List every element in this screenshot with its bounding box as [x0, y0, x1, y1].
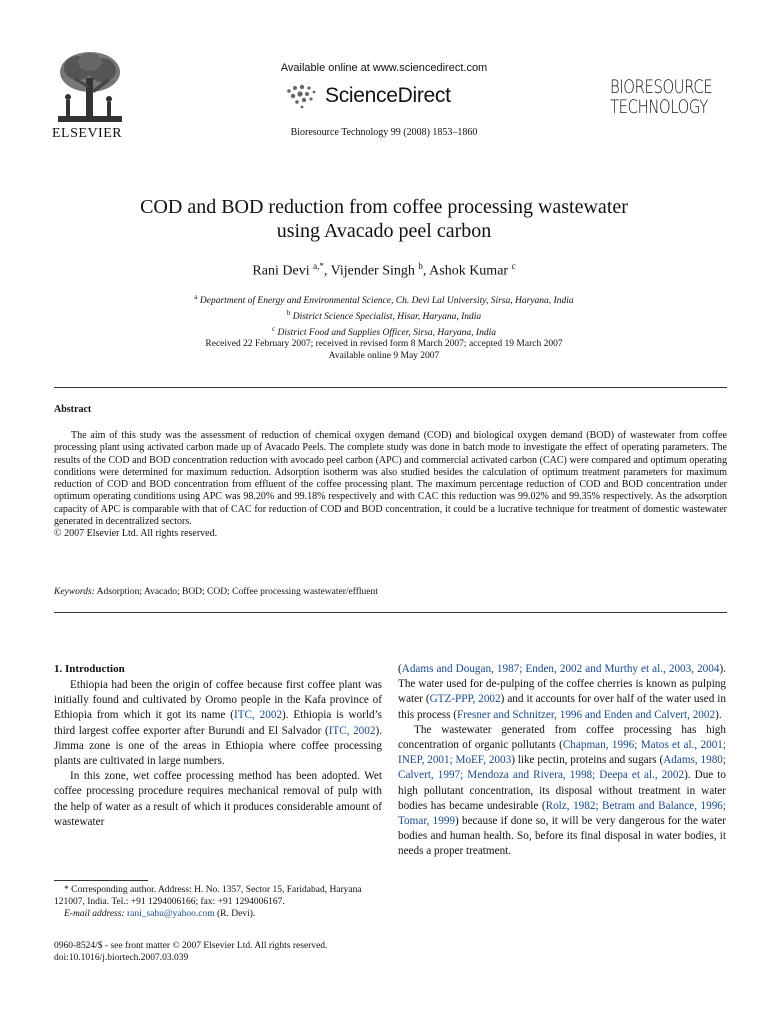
- email-suffix: (R. Devi).: [217, 909, 256, 919]
- publisher-name: ELSEVIER: [52, 126, 123, 141]
- email-label: E-mail address:: [64, 909, 125, 919]
- author-sup: b: [418, 261, 423, 271]
- author-name[interactable]: Ashok Kumar: [429, 263, 509, 279]
- citation-link[interactable]: Rolz, 1982; Betram and Balance, 1996; Tomar, 1999: [398, 799, 726, 828]
- body-text: ) like pectin, proteins and sugars (: [511, 754, 664, 767]
- keywords: [54, 587, 378, 597]
- section-heading: 1. Introduction: [54, 663, 125, 675]
- citation-link[interactable]: Adams, 1980; Calvert, 1997; Mendoza and Rivera, 1998; Deepa et al., 2002: [398, 754, 726, 782]
- email-link[interactable]: rani_sahu@yahoo.com: [126, 909, 215, 919]
- citation-link[interactable]: GTZ-PPP, 2002: [429, 693, 501, 706]
- title-line-1: COD and BOD reduction from coffee processing wastewater: [140, 196, 628, 218]
- divider: [54, 612, 727, 613]
- abstract-body: [54, 430, 727, 541]
- author-sup: c: [511, 261, 516, 271]
- doi-line: doi:10.1016/j.biortech.2007.03.039: [54, 953, 189, 963]
- journal-citation: Bioresource Technology 99 (2008) 1853–1860: [290, 127, 478, 138]
- affiliation: $^a$ Department of Energy and Environmental Science, Ch. Devi Lal University, Sirsa, Haryana, India: [194, 293, 574, 307]
- footnote-divider: [54, 880, 148, 881]
- author-separator: ,: [323, 263, 331, 279]
- citation-link[interactable]: Adams and Dougan, 1987; Enden, 2002 and Murthy et al., 2003, 2004: [401, 663, 720, 675]
- keywords-text: Adsorption; Avacado; BOD; COD; Coffee processing wastewater/effluent: [96, 587, 378, 597]
- article-dates: [0, 338, 768, 362]
- footnote: [54, 884, 382, 920]
- body-text: Ethiopia had been the origin of coffee because first coffee plant was initially found and cultivated by Oromo people in the Kafa province of Ethiopia from which it got its name (: [54, 679, 382, 722]
- body-text: ) and it accounts for over half of the water used in this process (: [398, 693, 727, 721]
- citation-link[interactable]: Chapman, 1996; Matos et al., 2001; INEP, 2001; MoEF, 2003: [398, 739, 726, 767]
- body-text: (: [398, 663, 402, 675]
- journal-logo-line2: TECHNOLOGY: [610, 96, 708, 118]
- received-dates: Received 22 February 2007; received in revised form 8 March 2007; accepted 19 March 2007: [205, 339, 563, 349]
- issn-line: 0960-8524/$ - see front matter © 2007 Elsevier Ltd. All rights reserved.: [54, 941, 328, 951]
- affiliation: $^b$ District Science Specialist, Hisar, Haryana, India: [286, 309, 482, 323]
- author-list: [0, 261, 768, 280]
- abstract-heading: Abstract: [54, 404, 92, 415]
- citation-link[interactable]: Fresner and Schnitzer, 1996 and Enden and Calvert, 2002: [457, 708, 716, 721]
- body-text: The wastewater generated from coffee processing has high concentration of organic pollutants (: [398, 723, 726, 752]
- body-text: ). Ethiopia is world’s third largest coffee exporter after Burundi and El Salvador (: [54, 709, 383, 737]
- sciencedirect-wordmark[interactable]: ScienceDirect: [325, 84, 451, 107]
- divider: [54, 387, 727, 388]
- citation-link[interactable]: ITC, 2002: [233, 709, 283, 722]
- author-name[interactable]: Vijender Singh: [330, 263, 415, 279]
- citation-link[interactable]: ITC, 2002: [328, 724, 376, 737]
- body-text: ).: [715, 708, 722, 721]
- body-text: ). Jimma zone is one of the areas in Ethiopia where coffee processing plants are cultivated in large numbers.: [54, 724, 382, 768]
- elsevier-tree-logo: [52, 48, 128, 128]
- intro-paragraph-3: [398, 662, 726, 723]
- footnote-address: * Corresponding author. Address: H. No. 1357, Sector 15, Faridabad, Haryana 121007, India. Tel.: +91 1294006166; fax: +91 1294006167.: [54, 885, 362, 907]
- body-text: ). Due to high pollutant concentration, its disposal without treatment in water bodies has became undesirable (: [398, 769, 726, 812]
- affiliation: $^c$ District Food and Supplies Officer, Sirsa, Haryana, India: [272, 325, 496, 339]
- title-line-2: using Avacado peel carbon: [276, 220, 492, 242]
- sciencedirect-dots-icon: [285, 83, 325, 113]
- abstract-copyright: © 2007 Elsevier Ltd. All rights reserved.: [54, 528, 218, 540]
- author-separator: ,: [422, 263, 430, 279]
- online-date: Available online 9 May 2007: [328, 351, 440, 361]
- body-text: ). The water used for de-pulping of the coffee cherries is known as pulping water (: [398, 663, 726, 706]
- left-column: [54, 678, 382, 830]
- intro-paragraph-2: In this zone, wet coffee processing method has been adopted. Wet coffee processing procedure requires mechanical removal of pulp with the help of water as a result of which it produces considerable amount of wastewater: [54, 770, 382, 828]
- journal-logo: [610, 76, 713, 118]
- keywords-label: Keywords:: [54, 587, 95, 597]
- abstract-text: The aim of this study was the assessment of reduction of chemical oxygen demand (COD) and biological oxygen demand (BOD) of wastewater from coffee processing plant using activated carbon made up of Avacado Peels. The complete study was done in batch mode to investigate the effect of operating parameters. The results of the COD and BOD concentration reduction with avocado peel carbon (APC) and commercial activated carbon (CAC) were compared and optimum operating conditions were determined for maximum reduction. Adsorption isotherm was also studied besides the calculation of optimum treatment parameters for maximum reduction of COD and BOD concentration from effluent of the coffee processing plant. The maximum percentage reduction of COD and BOD concentration under optimum operating conditions using APC was 98.20% and 99.18% respectively and with CAC this reduction was 99.02% and 99.35% respectively. As the adsorption capacity of APC is comparable with that of CAC for reduction of COD and BOD concentration, it could be a lucrative technique for treatment of domestic wastewater generated in decentralized sectors.: [54, 430, 727, 528]
- intro-paragraph-1: [54, 678, 382, 769]
- available-online-line[interactable]: Available online at www.sciencedirect.com: [280, 62, 488, 74]
- right-column: [398, 662, 726, 860]
- author-sup: a,*: [313, 261, 324, 271]
- intro-paragraph-4: [398, 723, 726, 860]
- author-name[interactable]: Rani Devi: [252, 263, 310, 279]
- affiliations: [0, 291, 768, 339]
- journal-logo-line1: BIORESOURCE: [610, 76, 713, 98]
- body-text: ) because if done so, it will be very dangerous for the water bodies and human health. So, before its final disposal in water bodies, it needs a proper treatment.: [398, 815, 726, 858]
- page-footer: [54, 940, 327, 964]
- article-title: [0, 195, 768, 243]
